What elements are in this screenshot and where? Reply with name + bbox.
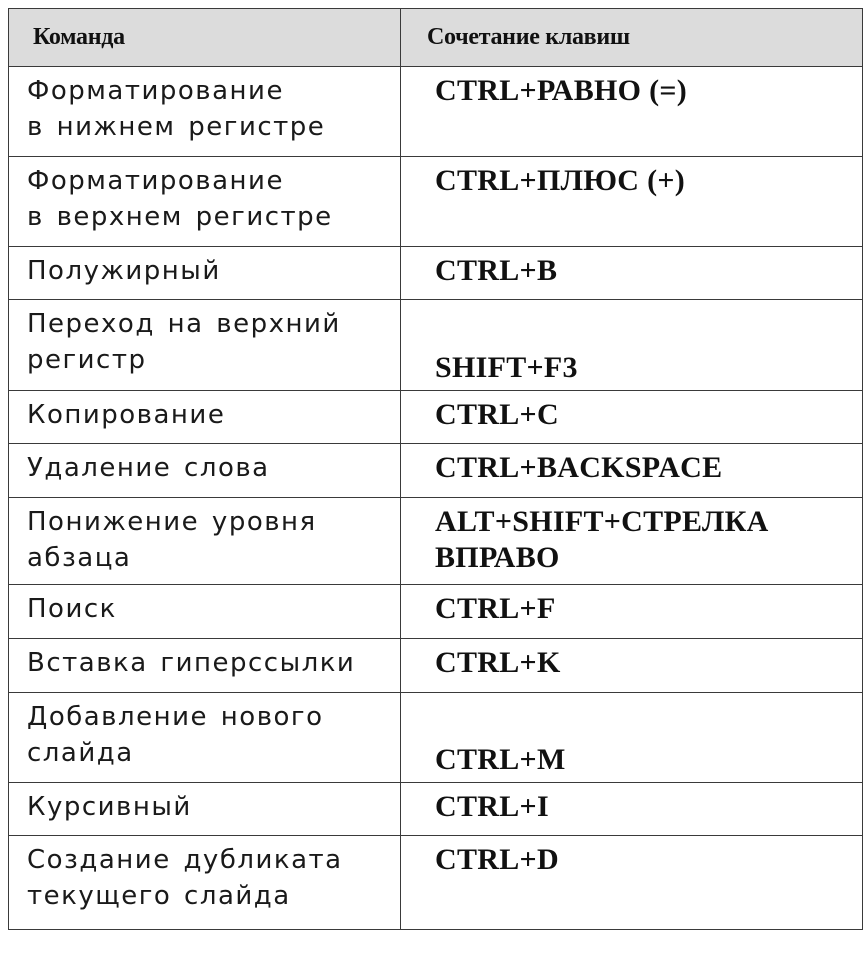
command-cell <box>9 639 401 693</box>
keys-cell <box>401 444 863 498</box>
keys-text: ALT+SHIFT+СТРЕЛКА <box>435 505 769 538</box>
command-text: Понижение уровня <box>27 507 317 537</box>
keys-cell <box>401 157 863 247</box>
keys-cell <box>401 247 863 300</box>
keys-cell <box>401 693 863 783</box>
table-row <box>9 247 863 300</box>
command-text: слайда <box>27 738 134 768</box>
command-text: Полужирный <box>27 256 221 286</box>
keys-cell <box>401 67 863 157</box>
command-cell <box>9 67 401 157</box>
keys-text: CTRL+ПЛЮС (+) <box>435 164 686 197</box>
command-text: в верхнем регистре <box>27 202 333 232</box>
table-row <box>9 444 863 498</box>
table-row <box>9 639 863 693</box>
keys-text: CTRL+РАВНО (=) <box>435 74 688 107</box>
keys-text: CTRL+D <box>435 843 559 876</box>
keys-cell <box>401 639 863 693</box>
keys-text: CTRL+K <box>435 646 561 679</box>
command-cell <box>9 836 401 930</box>
table-row <box>9 783 863 836</box>
table-row <box>9 300 863 391</box>
table-row <box>9 693 863 783</box>
command-cell <box>9 498 401 585</box>
command-text: Форматирование <box>27 166 284 196</box>
keys-text: CTRL+I <box>435 790 549 823</box>
table-row <box>9 836 863 930</box>
table-row <box>9 157 863 247</box>
keys-cell <box>401 300 863 391</box>
command-text: Курсивный <box>27 792 192 822</box>
command-text: текущего слайда <box>27 881 291 911</box>
command-text: Переход на верхний <box>27 309 341 339</box>
command-text: регистр <box>27 345 147 375</box>
command-text: в нижнем регистре <box>27 112 326 142</box>
command-text: Форматирование <box>27 76 284 106</box>
keys-text: CTRL+BACKSPACE <box>435 451 723 484</box>
command-text: абзаца <box>27 543 132 573</box>
keys-cell <box>401 585 863 639</box>
keys-text: CTRL+F <box>435 592 556 625</box>
command-text: Поиск <box>27 594 117 624</box>
header-keys: Сочетание клавиш <box>401 9 863 67</box>
keys-text: ВПРАВО <box>435 541 560 574</box>
command-text: Копирование <box>27 400 226 430</box>
command-cell <box>9 783 401 836</box>
command-text: Удаление слова <box>27 453 270 483</box>
keys-cell <box>401 783 863 836</box>
command-cell <box>9 157 401 247</box>
header-command: Команда <box>9 9 401 67</box>
table-row <box>9 67 863 157</box>
command-cell <box>9 300 401 391</box>
command-text: Вставка гиперссылки <box>27 648 356 678</box>
keys-text: CTRL+B <box>435 254 558 287</box>
command-cell <box>9 693 401 783</box>
keys-text: CTRL+M <box>435 743 566 776</box>
table-row <box>9 498 863 585</box>
command-text: Создание дубликата <box>27 845 343 875</box>
keys-cell <box>401 836 863 930</box>
keys-cell <box>401 391 863 444</box>
command-text: Добавление нового <box>27 702 324 732</box>
table-row <box>9 585 863 639</box>
command-cell <box>9 444 401 498</box>
header-row <box>9 9 863 67</box>
shortcuts-table <box>8 8 863 930</box>
command-cell <box>9 391 401 444</box>
keys-text: CTRL+C <box>435 398 559 431</box>
command-cell <box>9 247 401 300</box>
keys-cell <box>401 498 863 585</box>
command-cell <box>9 585 401 639</box>
keys-text: SHIFT+F3 <box>435 351 578 384</box>
table-row <box>9 391 863 444</box>
